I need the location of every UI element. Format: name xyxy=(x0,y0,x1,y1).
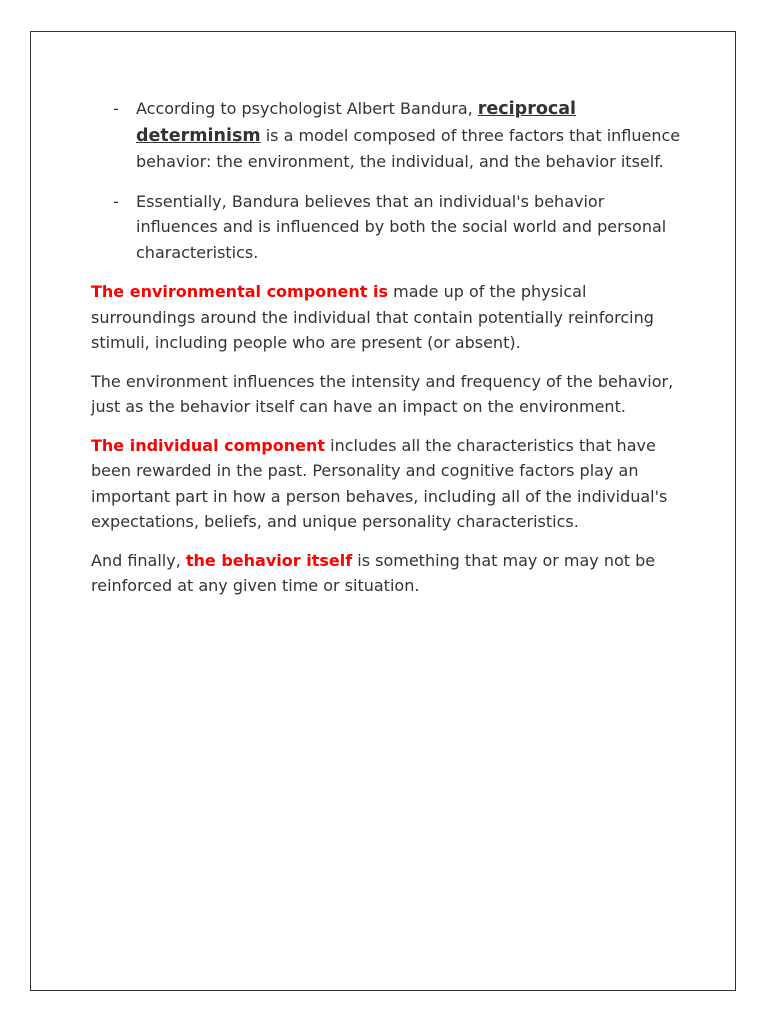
bullet-text: is a model composed of three factors that influence behavior: the environment, the individual, and the behavior itself. xyxy=(136,125,681,171)
paragraph-text: is something that may or may not be reinforced at any given time or situation. xyxy=(91,550,656,595)
key-term: reciprocal determinism xyxy=(136,99,577,146)
paragraph-text: The environment influences the intensity and frequency of the behavior, just as the behavior itself can have an impact on the environment. xyxy=(91,371,674,416)
document-body xyxy=(91,96,691,612)
document-page xyxy=(30,31,736,991)
paragraph-behavior xyxy=(91,548,691,599)
paragraph-environment-influence xyxy=(91,369,691,420)
bullet-dash: - xyxy=(113,99,119,118)
paragraph-text: made up of the physical surroundings around the individual that contain potentially reinforcing stimuli, including people who are present (or absent). xyxy=(91,282,654,352)
highlight-text: The environmental component is xyxy=(91,282,389,301)
paragraph-individual xyxy=(91,433,691,535)
bullet-item xyxy=(91,189,691,266)
bullet-text: According to psychologist Albert Bandura, xyxy=(136,99,478,118)
highlight-text: the behavior itself xyxy=(185,550,353,570)
bullet-item xyxy=(91,96,691,175)
bullet-dash: - xyxy=(113,191,119,211)
paragraph-text: includes all the characteristics that have been rewarded in the past. Personality and cognitive factors play an important part in how a person behaves, including all of the individual's expectations, beliefs, and unique personality characteristics. xyxy=(91,435,668,531)
highlight-text: The individual component xyxy=(91,435,326,455)
paragraph-text: And finally, xyxy=(91,550,186,570)
bullet-text: Essentially, Bandura believes that an individual's behavior influences and is influenced by both the social world and personal characteristics. xyxy=(136,191,667,262)
paragraph-environmental xyxy=(91,279,691,356)
